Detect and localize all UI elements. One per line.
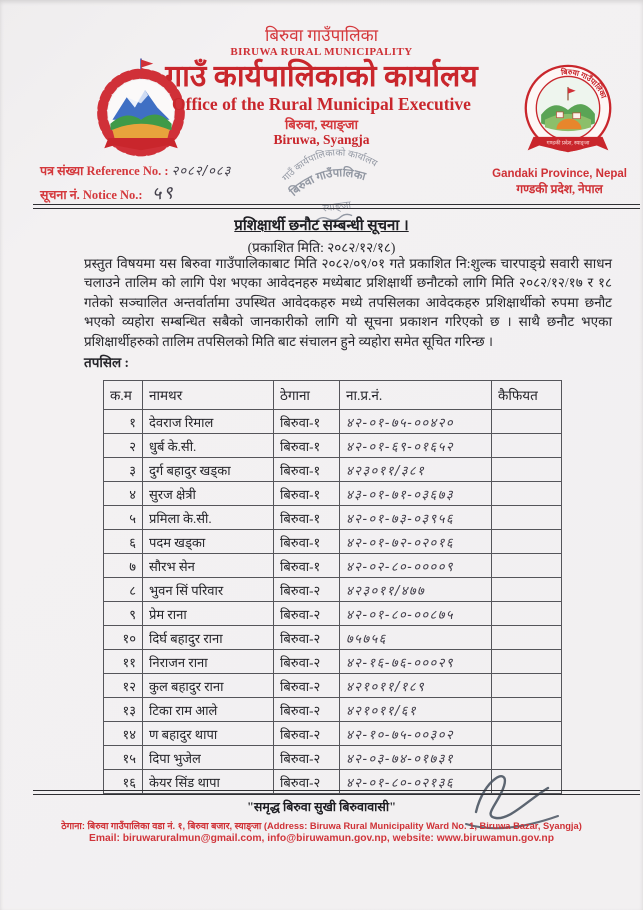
cell-remarks	[492, 410, 562, 434]
stamp-place-text: स्याङ्जा	[321, 199, 352, 215]
office-title-en: Office of the Rural Municipal Executive	[172, 93, 471, 114]
cell-sn: १५	[104, 746, 143, 770]
header-sn: क.म	[104, 381, 143, 410]
cell-sn: १६	[104, 770, 143, 794]
cell-remarks	[492, 530, 562, 554]
table-row	[104, 674, 562, 698]
cell-remarks	[492, 674, 562, 698]
seal-ring-text: बिरुवा गाउँपालिका	[560, 67, 609, 100]
cell-license: ४२-०१-८०-००८७५	[340, 602, 492, 626]
table-header-row	[104, 381, 562, 410]
cell-address: बिरुवा-२	[274, 578, 340, 602]
tapasil-label: तपसिल :	[84, 355, 130, 370]
table-row	[104, 458, 562, 482]
footer-contact: Email: biruwaruralmun@gmail.com, info@biruwamun.gov.np, website: www.biruwamun.gov.np	[89, 833, 554, 844]
cell-remarks	[492, 698, 562, 722]
province-en: Gandaki Province, Nepal	[492, 168, 627, 180]
cell-license: ४२-०३-७४-०१७३१	[340, 746, 492, 770]
cell-sn: १४	[104, 722, 143, 746]
cell-remarks	[492, 626, 562, 650]
cell-remarks	[492, 458, 562, 482]
cell-address: बिरुवा-२	[274, 650, 340, 674]
cell-sn: १३	[104, 698, 143, 722]
table-row	[104, 602, 562, 626]
letterhead	[150, 26, 493, 147]
table-row	[104, 410, 562, 434]
municipality-motto: "समृद्ध बिरुवा सुखी बिरुवावासी"	[246, 800, 397, 814]
cell-address: बिरुवा-१	[274, 434, 340, 458]
header-remarks: कैफियत	[492, 381, 562, 410]
cell-name: निराजन राना	[143, 650, 274, 674]
cell-sn: ६	[104, 530, 143, 554]
cell-sn: २	[104, 434, 143, 458]
cell-remarks	[492, 434, 562, 458]
cell-name: केयर सिंड थापा	[143, 770, 274, 794]
table-row	[104, 650, 562, 674]
municipality-seal-logo	[520, 60, 616, 160]
municipality-name-en: BIRUWA RURAL MUNICIPALITY	[230, 46, 413, 59]
cell-name: दुर्ग बहादुर खड्का	[143, 458, 274, 482]
trainee-table	[103, 380, 562, 794]
cell-sn: ९	[104, 602, 143, 626]
reference-line	[40, 160, 231, 183]
notice-number-label: सूचना नं. Notice No.:	[40, 188, 143, 202]
cell-address: बिरुवा-२	[274, 674, 340, 698]
cell-address: बिरुवा-२	[274, 770, 340, 794]
notice-number-value: ५९	[150, 182, 176, 205]
cell-name: प्रमिला के.सी.	[143, 506, 274, 530]
cell-name: ण बहादुर थापा	[143, 722, 274, 746]
cell-address: बिरुवा-१	[274, 506, 340, 530]
trainee-table-body	[104, 410, 562, 794]
place-en: Biruwa, Syangja	[273, 132, 370, 148]
cell-name: सौरभ सेन	[143, 554, 274, 578]
cell-license: ४२-०२-८०-००००९	[340, 554, 492, 578]
cell-license: ४३-०१-७१-०३६७३	[340, 482, 492, 506]
office-title-np: गाउँ कार्यपालिकाको कार्यालय	[165, 60, 478, 94]
table-row	[104, 434, 562, 458]
reference-value: २०८२/०८३	[171, 164, 232, 179]
stamp-arc-text: गाउँ कार्यपालिकाको कार्यालय	[281, 148, 379, 184]
cell-sn: ३	[104, 458, 143, 482]
cell-remarks	[492, 602, 562, 626]
seal-ribbon-text: गण्डकी प्रदेश, स्याङ्जा	[546, 140, 590, 147]
table-row	[104, 698, 562, 722]
reference-block	[40, 160, 231, 206]
notice-body: प्रस्तुत विषयमा यस बिरुवा गाउँपालिकाबाट मिति २०८२/०९/०१ गते प्रकाशित नि:शुल्क चारपाङ्ग्रे सवारी साधन चलाउने तालिम को लागि पेश भएका आवेदनहरु मध्येबाट प्रशिक्षार्थी छनौटको लागि मिति २०८२/१२/१७ र १८ गतेको सञ्चालित अन्तर्वार्तामा उपस्थित आवेदकहरु मध्ये तपसिलका आवेदकहरु प्रशिक्षार्थीको रुपमा छनौट भएको व्यहोरा सम्बन्धित सबैको जानकारीको लागि यो सूचना प्रकाशन गरिएको छ । साथै छनौट भएका प्रशिक्षार्थीहरुको तालिम तपसिलको मिति बाट संचालन हुने व्यहोरा समेत सूचित गरिन्छ ।	[84, 256, 612, 349]
cell-license: ४२-०१-७५-००४२०	[340, 410, 492, 434]
cell-sn: ४	[104, 482, 143, 506]
cell-license: ७५७५६	[340, 626, 492, 650]
cell-name: दिर्घ बहादुर राना	[143, 626, 274, 650]
cell-sn: ११	[104, 650, 143, 674]
table-row	[104, 722, 562, 746]
cell-license: ४२३०११/३८१	[340, 458, 492, 482]
table-row	[104, 506, 562, 530]
cell-remarks	[492, 506, 562, 530]
header-address: ठेगाना	[274, 381, 340, 410]
cell-sn: ८	[104, 578, 143, 602]
cell-address: बिरुवा-१	[274, 410, 340, 434]
cell-address: बिरुवा-१	[274, 482, 340, 506]
cell-license: ४२-०१-७२-०२०१६	[340, 530, 492, 554]
table-row	[104, 554, 562, 578]
cell-remarks	[492, 578, 562, 602]
cell-name: धुर्ब के.सी.	[143, 434, 274, 458]
cell-license: ४२-०१-६९-०१६५२	[340, 434, 492, 458]
table-row	[104, 530, 562, 554]
cell-address: बिरुवा-१	[274, 458, 340, 482]
notice-title: प्रशिक्षार्थी छनौट सम्बन्धी सूचना ।	[234, 218, 409, 234]
notice-heading	[0, 215, 643, 256]
footer-divider	[33, 790, 640, 795]
cell-name: कुल बहादुर राना	[143, 674, 274, 698]
cell-license: ४२-१०-७५-००३०२	[340, 722, 492, 746]
cell-address: बिरुवा-२	[274, 746, 340, 770]
province-block	[492, 167, 627, 197]
cell-sn: ५	[104, 506, 143, 530]
cell-remarks	[492, 650, 562, 674]
cell-address: बिरुवा-२	[274, 602, 340, 626]
cell-sn: १	[104, 410, 143, 434]
header-name: नामथर	[143, 381, 274, 410]
cell-address: बिरुवा-२	[274, 698, 340, 722]
cell-address: बिरुवा-२	[274, 722, 340, 746]
cell-license: ४२१०११/६१	[340, 698, 492, 722]
stamp-name-text: बिरुवा गाउँपालिका	[287, 167, 367, 199]
cell-address: बिरुवा-१	[274, 530, 340, 554]
svg-text:बिरुवा गाउँपालिका	[284, 161, 371, 200]
notice-number-line	[40, 183, 231, 206]
cell-name: दिपा भुजेल	[143, 746, 274, 770]
header-divider	[33, 204, 640, 209]
header-license: ना.प्र.नं.	[340, 381, 492, 410]
cell-name: प्रेम राना	[143, 602, 274, 626]
cell-name: देवराज रिमाल	[143, 410, 274, 434]
cell-sn: १२	[104, 674, 143, 698]
cell-license: ४२३०११/४७७	[340, 578, 492, 602]
footer-address: ठेगाना: बिरुवा गाउँपालिका वडा नं. १, बिरुवा बजार, स्याङ्जा (Address: Biruwa Rural Municipality Ward No. 1, Biruwa Bazar, Syangja)	[61, 821, 582, 831]
reference-label: पत्र संख्या Reference No. :	[40, 164, 169, 178]
cell-sn: १०	[104, 626, 143, 650]
table-row	[104, 578, 562, 602]
cell-license: ४२१०११/१८९	[340, 674, 492, 698]
cell-sn: ७	[104, 554, 143, 578]
cell-address: बिरुवा-१	[274, 554, 340, 578]
cell-remarks	[492, 482, 562, 506]
cell-name: पदम खड्का	[143, 530, 274, 554]
cell-remarks	[492, 722, 562, 746]
cell-name: सुरज क्षेत्री	[143, 482, 274, 506]
cell-address: बिरुवा-२	[274, 626, 340, 650]
cell-license: ४२-०१-७३-०३९५६	[340, 506, 492, 530]
cell-license: ४२-०१-८०-०२१३६	[340, 770, 492, 794]
place-np: बिरुवा, स्याङ्जा	[285, 116, 358, 132]
cell-name: भुवन सिं परिवार	[143, 578, 274, 602]
cell-remarks	[492, 554, 562, 578]
table-row	[104, 626, 562, 650]
cell-license: ४२-१६-७६-०००२९	[340, 650, 492, 674]
footer	[0, 798, 643, 844]
table-row	[104, 482, 562, 506]
published-date: (प्रकाशित मिति: २०८२/१२/१८)	[247, 240, 396, 255]
province-np: गण्डकी प्रदेश, नेपाल	[516, 182, 603, 196]
municipality-name-np: बिरुवा गाउँपालिका	[264, 26, 379, 45]
cell-name: टिका राम आले	[143, 698, 274, 722]
